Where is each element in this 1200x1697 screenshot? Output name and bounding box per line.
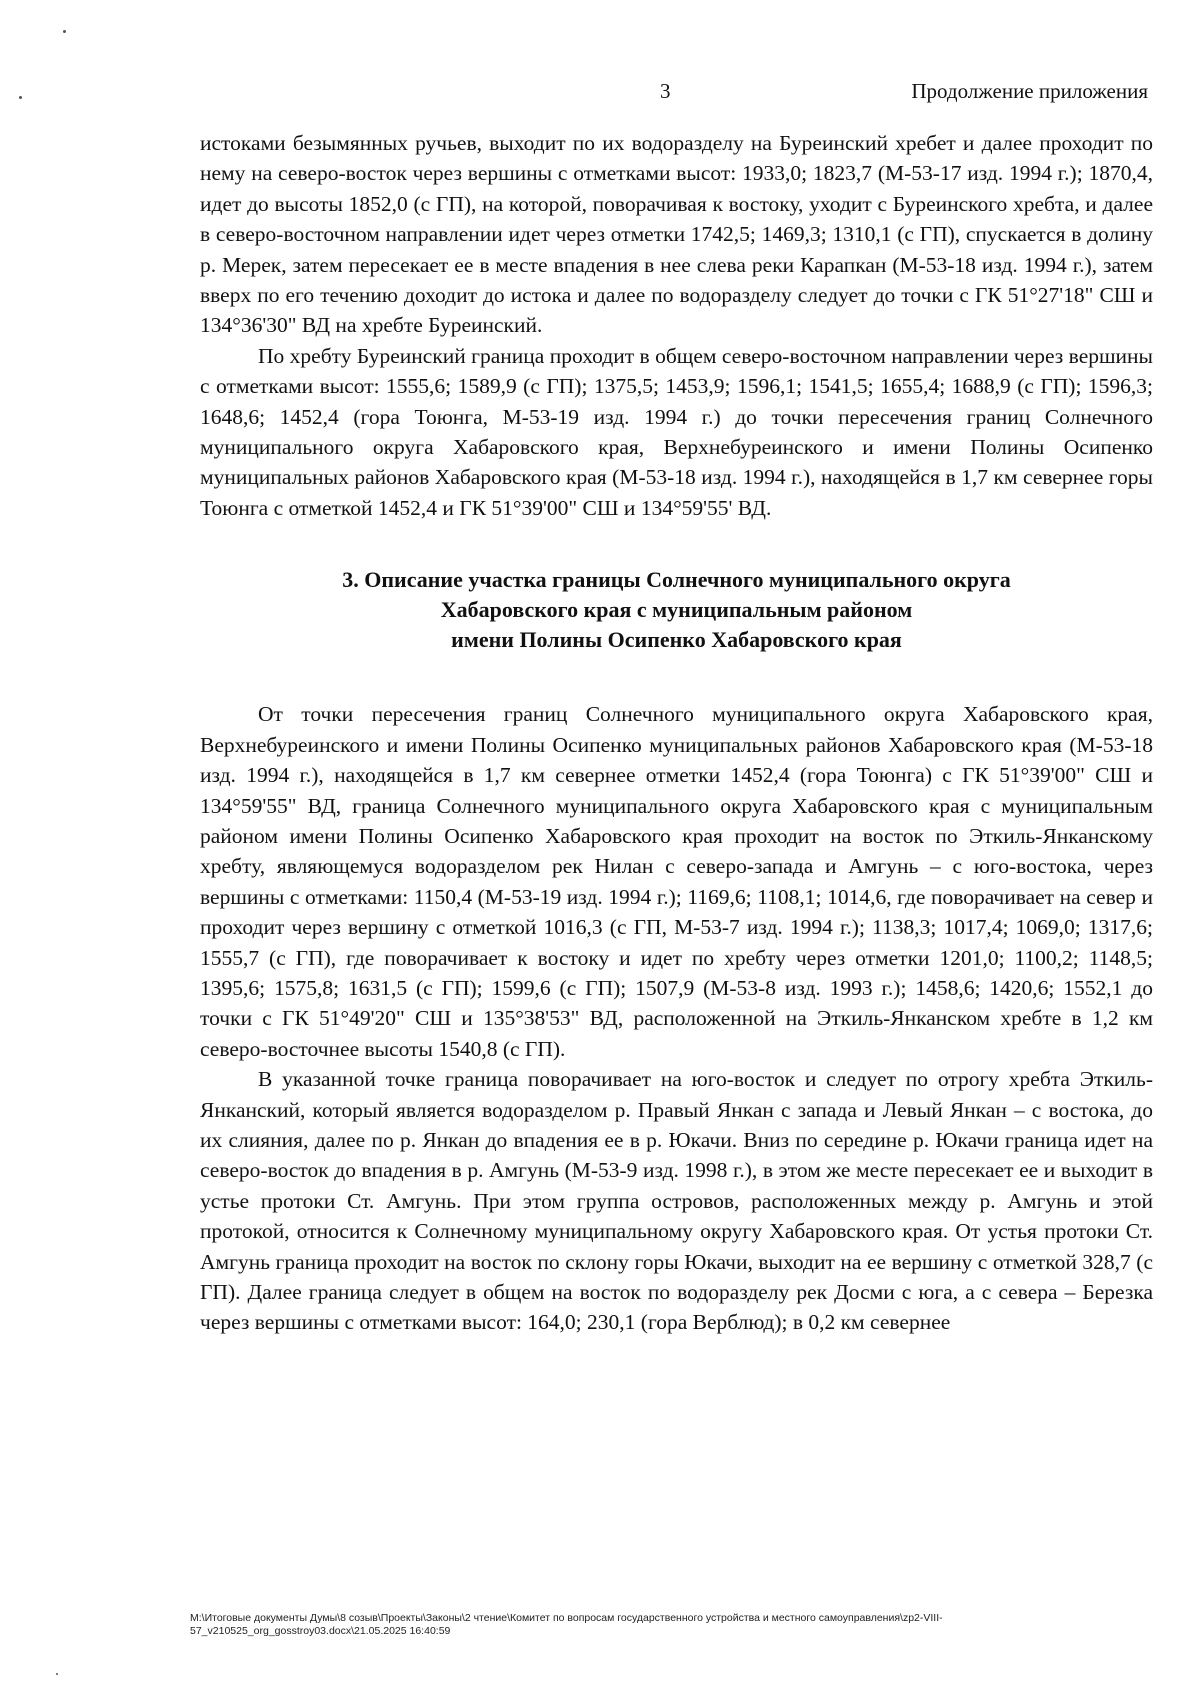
scan-speck <box>63 30 66 33</box>
paragraph: В указанной точке граница поворачивает на юго-восток и следует по отрогу хребта Эткиль-Янканский, который является водоразделом р. Правый Янкан с запада и Левый Янкан – с востока, до их слияния, далее по р. Янкан до впадения ее в р. Юкачи. Вниз по середине р. Юкачи граница идет на северо-восток до впадения в р. Амгунь (М-53-9 изд. 1998 г.), в этом же месте пересекает ее и выходит в устье протоки Ст. Амгунь. При этом группа островов, расположенных между р. Амгунь и этой протокой, относится к Солнечному муниципальному округу Хабаровского края. От устья протоки Ст. Амгунь граница проходит на восток по склону горы Юкачи, выходит на ее вершину с отметкой 328,7 (с ГП). Далее граница следует в общем на восток по водоразделу рек Досми с юга, а с севера – Березка через вершины с отметками высот: 164,0; 230,1 (гора Верблюд); в 0,2 км севернее <box>200 1067 1153 1335</box>
document-body <box>200 128 1153 1338</box>
file-path-footer: M:\Итоговые документы Думы\8 созыв\Проекты\Законы\2 чтение\Комитет по вопросам государственного устройства и местного самоуправления\zp2-VIII-57_v210525_org_gosstroy03.docx\21.05.2025 16:40:59 <box>190 1612 943 1637</box>
section-title-line: Хабаровского края с муниципальным районом <box>440 597 913 623</box>
section-title-line: имени Полины Осипенко Хабаровского края <box>451 627 902 653</box>
scan-speck <box>19 96 22 99</box>
paragraph: От точки пересечения границ Солнечного муниципального округа Хабаровского края, Верхнебуреинского и имени Полины Осипенко муниципальных районов Хабаровского края (М-53-18 изд. 1994 г.), находящейся в 1,7 км севернее отметки 1452,4 (гора Тоюнга) с ГК 51°39'00" СШ и 134°59'55" ВД, граница Солнечного муниципального округа Хабаровского края с муниципальным районом имени Полины Осипенко Хабаровского края проходит на восток по Эткиль-Янканскому хребту, являющемуся водоразделом рек Нилан с северо-запада и Амгунь – с юго-востока, через вершины с отметками: 1150,4 (М-53-19 изд. 1994 г.); 1169,6; 1108,1; 1014,6, где поворачивает на север и проходит через вершину с отметкой 1016,3 (с ГП, М-53-7 изд. 1994 г.); 1138,3; 1017,4; 1069,0; 1317,6; 1555,7 (с ГП), где поворачивает к востоку и идет по хребту через отметки 1201,0; 1100,2; 1148,5; 1395,6; 1575,8; 1631,5 (с ГП); 1599,6 (с ГП); 1507,9 (М-53-8 изд. 1993 г.); 1458,6; 1420,6; 1552,1 до точки с ГК 51°49'20" СШ и 135°38'53" ВД, расположенной на Эткиль-Янканском хребте в 1,2 км северо-восточнее высоты 1540,8 (с ГП). <box>200 702 1153 1061</box>
scan-speck <box>56 1673 58 1675</box>
section-title-line: 3. Описание участка границы Солнечного муниципального округа <box>342 567 1011 593</box>
page-number: 3 <box>660 79 671 103</box>
paragraph: истоками безымянных ручьев, выходит по их водоразделу на Буреинский хребет и далее проходит по нему на северо-восток через вершины с отметками высот: 1933,0; 1823,7 (М-53-17 изд. 1994 г.); 1870,4, идет до высоты 1852,0 (с ГП), на которой, поворачивая к востоку, уходит с Буреинского хребта, и далее в северо-восточном направлении идет через отметки 1742,5; 1469,3; 1310,1 (с ГП), спускается в долину р. Мерек, затем пересекает ее в месте впадения в нее слева реки Карапкан (М-53-18 изд. 1994 г.), затем вверх по его течению доходит до истока и далее по водоразделу следует до точки с ГК 51°27'18" СШ и 134°36'30" ВД на хребте Буреинский. <box>200 131 1153 338</box>
paragraph: По хребту Буреинский граница проходит в общем северо-восточном направлении через вершины с отметками высот: 1555,6; 1589,9 (с ГП); 1375,5; 1453,9; 1596,1; 1541,5; 1655,4; 1688,9 (с ГП); 1596,3; 1648,6; 1452,4 (гора Тоюнга, М-53-19 изд. 1994 г.) до точки пересечения границ Солнечного муниципального округа Хабаровского края, Верхнебуреинского и имени Полины Осипенко муниципальных районов Хабаровского края (М-53-18 изд. 1994 г.), находящейся в 1,7 км севернее горы Тоюнга с отметкой 1452,4 и ГК 51°39'00" СШ и 134°59'55' ВД. <box>200 343 1153 520</box>
running-title: Продолжение приложения <box>911 79 1148 103</box>
section-title <box>200 565 1153 655</box>
